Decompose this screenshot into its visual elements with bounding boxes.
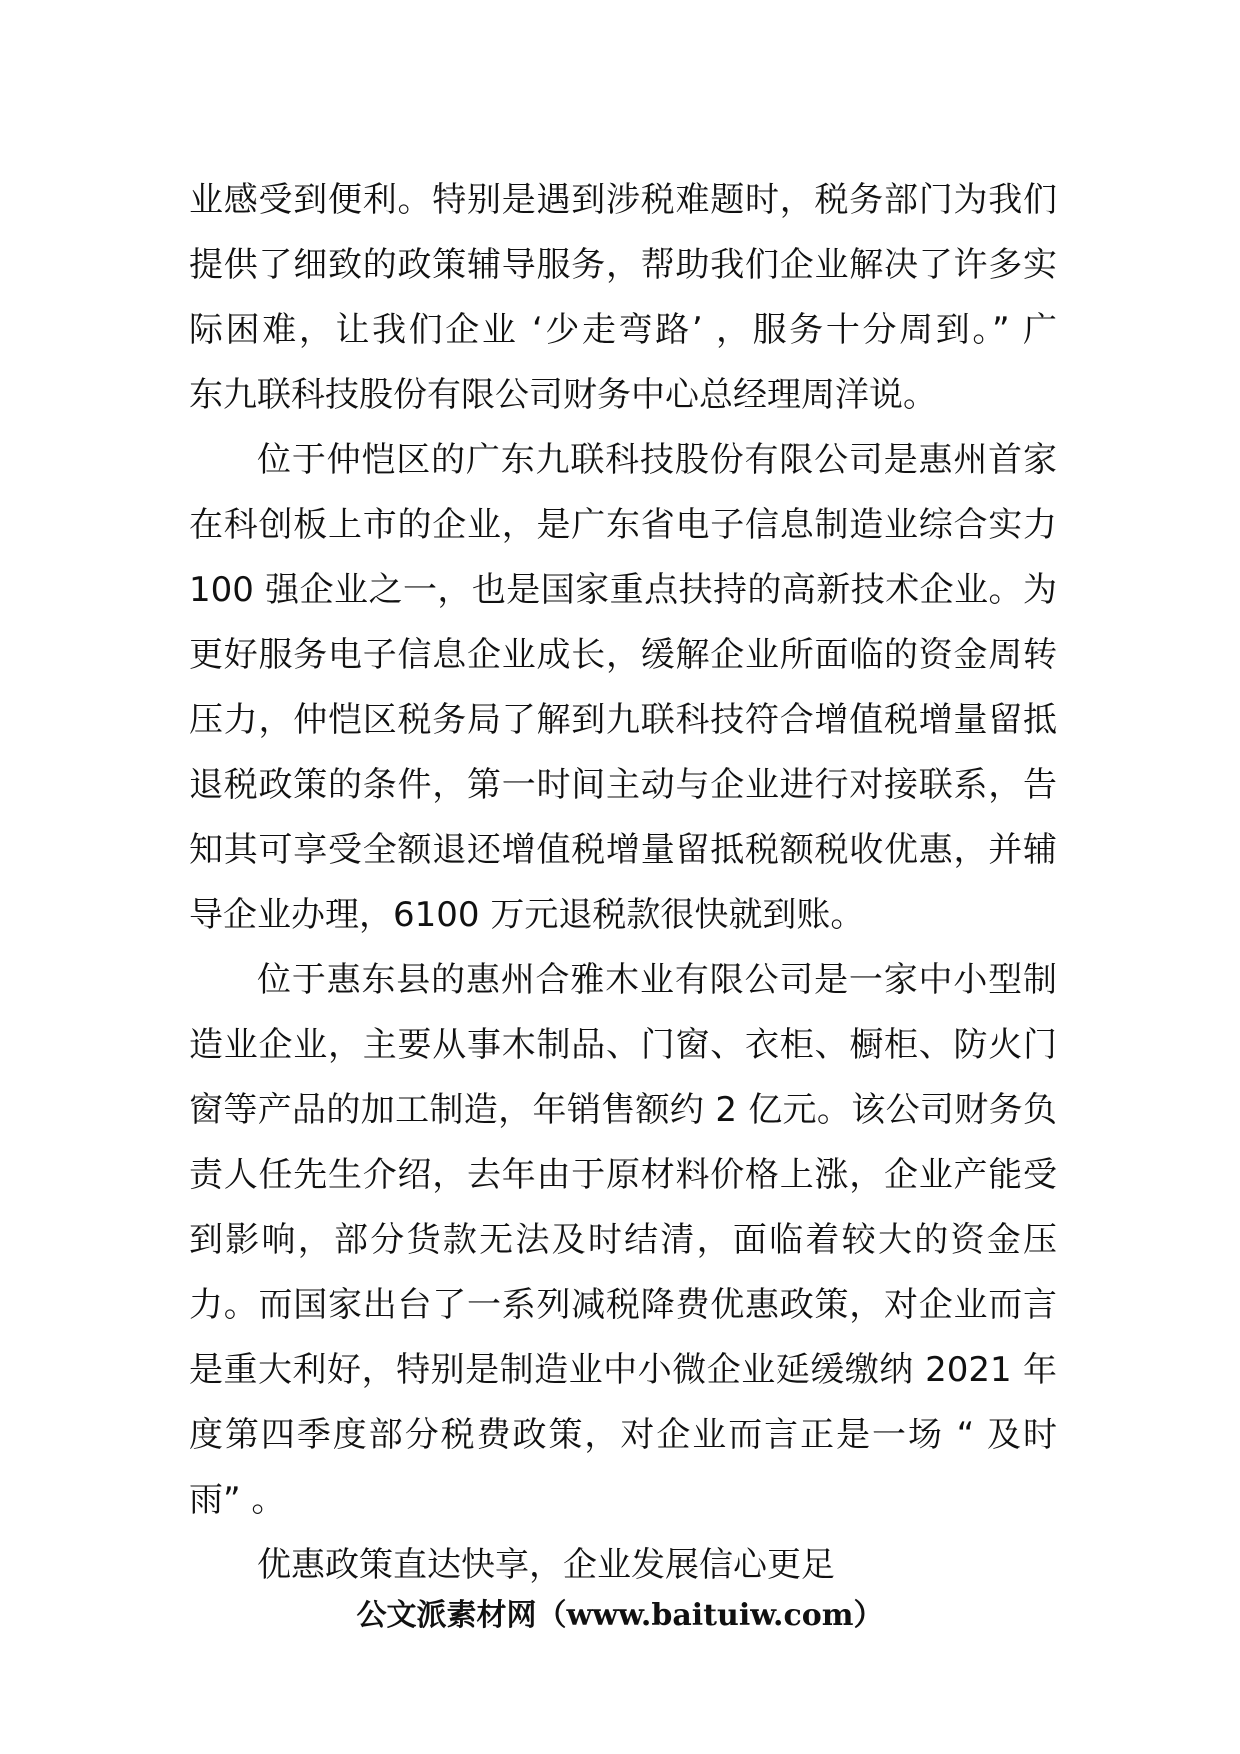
text-line: 造业企业，主要从事木制品、门窗、衣柜、橱柜、防火门 — [189, 1025, 1057, 1065]
text-line: 退税政策的条件，第一时间主动与企业进行对接联系，告 — [189, 765, 1057, 805]
text-line: 在科创板上市的企业，是广东省电子信息制造业综合实力 — [189, 505, 1057, 545]
text-line: 是重大利好，特别是制造业中小微企业延缓缴纳 2021 年 — [189, 1350, 1057, 1390]
text-line: 100 强企业之一，也是国家重点扶持的高新技术企业。为 — [189, 570, 1057, 610]
text-line: 力。而国家出台了一系列减税降费优惠政策，对企业而言 — [189, 1285, 1057, 1325]
text-line: 导企业办理，6100 万元退税款很快就到账。 — [189, 895, 865, 935]
document-body — [189, 168, 1057, 1598]
text-line: 提供了细致的政策辅导服务，帮助我们企业解决了许多实 — [189, 245, 1057, 285]
text-line: 业感受到便利。特别是遇到涉税难题时，税务部门为我们 — [189, 180, 1057, 220]
text-line: 度第四季度部分税费政策，对企业而言正是一场 “ 及时 — [189, 1415, 1057, 1455]
text-line: 知其可享受全额退还增值税增量留抵税额税收优惠，并辅 — [189, 830, 1057, 870]
text-line: 窗等产品的加工制造，年销售额约 2 亿元。该公司财务负 — [189, 1090, 1057, 1130]
text-line: 东九联科技股份有限公司财务中心总经理周洋说。 — [189, 375, 937, 415]
text-line: 压力，仲恺区税务局了解到九联科技符合增值税增量留抵 — [189, 700, 1057, 740]
footer-watermark: 公文派素材网（www.baituiw.com） — [356, 1598, 884, 1633]
text-line: 雨” 。 — [189, 1480, 286, 1520]
text-line: 到影响，部分货款无法及时结清，面临着较大的资金压 — [189, 1220, 1057, 1260]
text-line: 际困难，让我们企业 ‘少走弯路’ ，服务十分周到。” 广 — [189, 310, 1057, 350]
paragraph-first-line: 位于惠东县的惠州合雅木业有限公司是一家中小型制 — [257, 960, 1057, 1000]
text-line: 更好服务电子信息企业成长，缓解企业所面临的资金周转 — [189, 635, 1057, 675]
paragraph-first-line: 位于仲恺区的广东九联科技股份有限公司是惠州首家 — [257, 440, 1057, 480]
section-heading: 优惠政策直达快享，企业发展信心更足 — [257, 1545, 835, 1585]
text-line: 责人任先生介绍，去年由于原材料价格上涨，企业产能受 — [189, 1155, 1057, 1195]
